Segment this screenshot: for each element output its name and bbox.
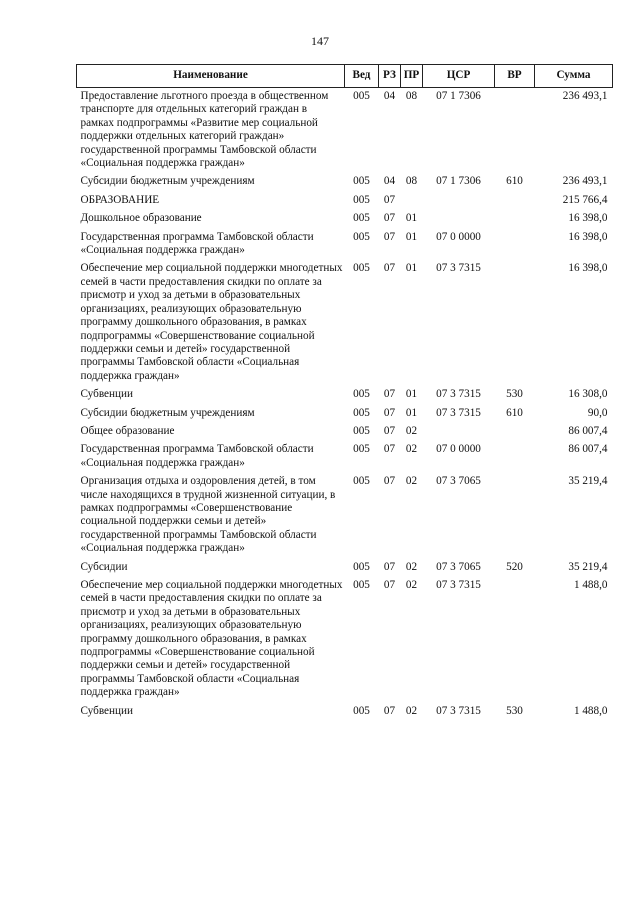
row-vr	[495, 423, 535, 441]
table-row	[77, 229, 613, 261]
row-rz: 04	[383, 90, 396, 102]
row-name: Субвенции	[80, 388, 133, 401]
row-rz: 07	[383, 443, 396, 456]
row-rz: 07	[383, 406, 396, 419]
row-rz: 07	[383, 424, 396, 437]
row-ved: 005	[353, 212, 370, 225]
row-vr	[495, 229, 535, 261]
row-name: ОБРАЗОВАНИЕ	[80, 193, 160, 206]
row-name: Субсидии бюджетным учреждениям	[80, 175, 255, 188]
row-vr	[495, 441, 535, 473]
row-name: Государственная программа Тамбовской области «Социальная поддержка граждан»	[80, 443, 314, 469]
table-header-row	[77, 65, 613, 88]
row-vr	[495, 210, 535, 228]
row-name: Обеспечение мер социальной поддержки многодетных семей в части предоставления скидки по оплате за присмотр и уход за детьми в образовательных организациях, реализующих образовательную программу дошкольного образования, в рамках подпрограммы «Совершенствование социальной поддержки семьи и детей» государственной программы Тамбовской области «Социальная поддержка граждан»	[80, 579, 343, 699]
row-rz: 07	[383, 262, 396, 275]
row-sum: 35 219,4	[568, 475, 608, 488]
row-sum: 215 766,4	[562, 193, 608, 206]
row-sum: 16 308,0	[568, 388, 608, 401]
row-sum: 16 398,0	[568, 262, 608, 275]
header-pr: ПР	[401, 65, 423, 88]
row-rz: 07	[383, 388, 396, 401]
row-pr	[401, 192, 423, 210]
header-sum: Сумма	[535, 65, 613, 88]
row-name: Организация отдыха и оздоровления детей, в том числе находящихся в трудной жизненной ситуации, в рамках подпрограммы «Совершенствование социальной поддержки семьи и детей» государственной программы Тамбовской области «Социальная поддержка граждан»	[80, 475, 336, 555]
table-row	[77, 559, 613, 577]
row-csr: 07 3 7315	[436, 388, 481, 401]
row-pr: 01	[405, 406, 418, 419]
table-row	[77, 703, 613, 721]
table-row	[77, 173, 613, 191]
row-pr: 02	[405, 560, 418, 573]
header-name: Наименование	[77, 65, 345, 88]
row-csr: 07 3 7065	[436, 560, 481, 573]
row-sum: 236 493,1	[562, 90, 608, 102]
table-row	[77, 577, 613, 703]
header-csr: ЦСР	[423, 65, 495, 88]
row-rz: 07	[383, 230, 396, 243]
row-ved: 005	[353, 90, 370, 102]
row-pr: 02	[405, 704, 418, 717]
row-sum: 86 007,4	[568, 443, 608, 456]
row-ved: 005	[353, 704, 370, 717]
row-sum: 35 219,4	[568, 560, 608, 573]
row-pr: 02	[405, 443, 418, 456]
row-name: Субсидии бюджетным учреждениям	[80, 406, 255, 419]
table-row	[77, 88, 613, 174]
row-vr: 610	[506, 406, 523, 419]
row-ved: 005	[353, 579, 370, 591]
row-rz: 07	[383, 579, 396, 591]
row-sum: 86 007,4	[568, 424, 608, 437]
row-csr: 07 3 7315	[436, 406, 481, 419]
row-sum: 1 488,0	[573, 704, 608, 717]
row-sum: 236 493,1	[562, 175, 608, 188]
row-vr: 530	[506, 388, 523, 401]
row-pr: 01	[405, 262, 418, 275]
row-vr	[495, 192, 535, 210]
row-ved: 005	[353, 175, 370, 188]
row-csr: 07 1 7306	[436, 90, 481, 102]
budget-table	[76, 64, 613, 721]
table-row	[77, 423, 613, 441]
row-vr	[495, 260, 535, 386]
row-vr	[495, 473, 535, 558]
table-row	[77, 473, 613, 558]
row-pr: 08	[405, 175, 418, 188]
row-vr	[495, 88, 535, 174]
row-csr: 07 0 0000	[436, 230, 481, 243]
row-name: Государственная программа Тамбовской области «Социальная поддержка граждан»	[80, 230, 314, 257]
row-csr: 07 3 7315	[436, 704, 481, 717]
row-rz: 04	[383, 175, 396, 188]
row-pr: 02	[405, 475, 418, 488]
row-ved: 005	[353, 443, 370, 456]
row-vr	[495, 577, 535, 703]
row-sum: 16 398,0	[568, 230, 608, 243]
row-csr: 07 1 7306	[436, 175, 481, 188]
row-rz: 07	[383, 212, 396, 225]
table-row	[77, 210, 613, 228]
row-ved: 005	[353, 560, 370, 573]
row-sum: 90,0	[587, 406, 608, 419]
table-row	[77, 192, 613, 210]
row-ved: 005	[353, 406, 370, 419]
row-ved: 005	[353, 424, 370, 437]
row-name: Субвенции	[80, 704, 133, 717]
row-ved: 005	[353, 475, 370, 488]
row-csr: 07 3 7315	[436, 262, 481, 275]
row-name: Общее образование	[80, 424, 175, 437]
row-name: Субсидии	[80, 560, 128, 573]
row-csr: 07 3 7065	[436, 475, 481, 488]
row-vr: 530	[506, 704, 523, 717]
table-row	[77, 386, 613, 404]
row-sum: 16 398,0	[568, 212, 608, 225]
row-rz: 07	[383, 475, 396, 488]
row-name: Обеспечение мер социальной поддержки многодетных семей в части предоставления скидки по оплате за присмотр и уход за детьми в образовательных организациях, реализующих образовательную программу дошкольного образования, в рамках подпрограммы «Совершенствование социальной поддержки семьи и детей» государственной программы Тамбовской области «Социальная поддержка граждан»	[80, 262, 343, 382]
row-ved: 005	[353, 262, 370, 275]
row-pr: 01	[405, 230, 418, 243]
row-rz: 07	[383, 193, 396, 206]
row-name: Предоставление льготного проезда в общественном транспорте для отдельных категорий граждан в рамках подпрограммы «Развитие мер социальной поддержки отдельных категорий граждан» государственной программы Тамбовской области «Социальная поддержка граждан»	[80, 90, 329, 170]
header-rz: РЗ	[379, 65, 401, 88]
row-csr	[423, 210, 495, 228]
row-ved: 005	[353, 193, 370, 206]
row-rz: 07	[383, 560, 396, 573]
row-ved: 005	[353, 230, 370, 243]
row-csr	[423, 192, 495, 210]
table-row	[77, 405, 613, 423]
row-rz: 07	[383, 704, 396, 717]
row-csr	[423, 423, 495, 441]
page-number: 147	[311, 34, 329, 48]
table-row	[77, 441, 613, 473]
row-vr: 520	[506, 560, 523, 573]
row-pr: 01	[405, 212, 418, 225]
header-vr: ВР	[495, 65, 535, 88]
row-pr: 08	[405, 90, 418, 102]
table-row	[77, 260, 613, 386]
row-pr: 01	[405, 388, 418, 401]
row-vr: 610	[506, 175, 523, 188]
row-pr: 02	[405, 579, 418, 591]
row-name: Дошкольное образование	[80, 212, 202, 225]
row-csr: 07 0 0000	[436, 443, 481, 456]
row-sum: 1 488,0	[573, 579, 608, 591]
row-ved: 005	[353, 388, 370, 401]
row-pr: 02	[405, 424, 418, 437]
row-csr: 07 3 7315	[436, 579, 481, 591]
header-ved: Вед	[345, 65, 379, 88]
